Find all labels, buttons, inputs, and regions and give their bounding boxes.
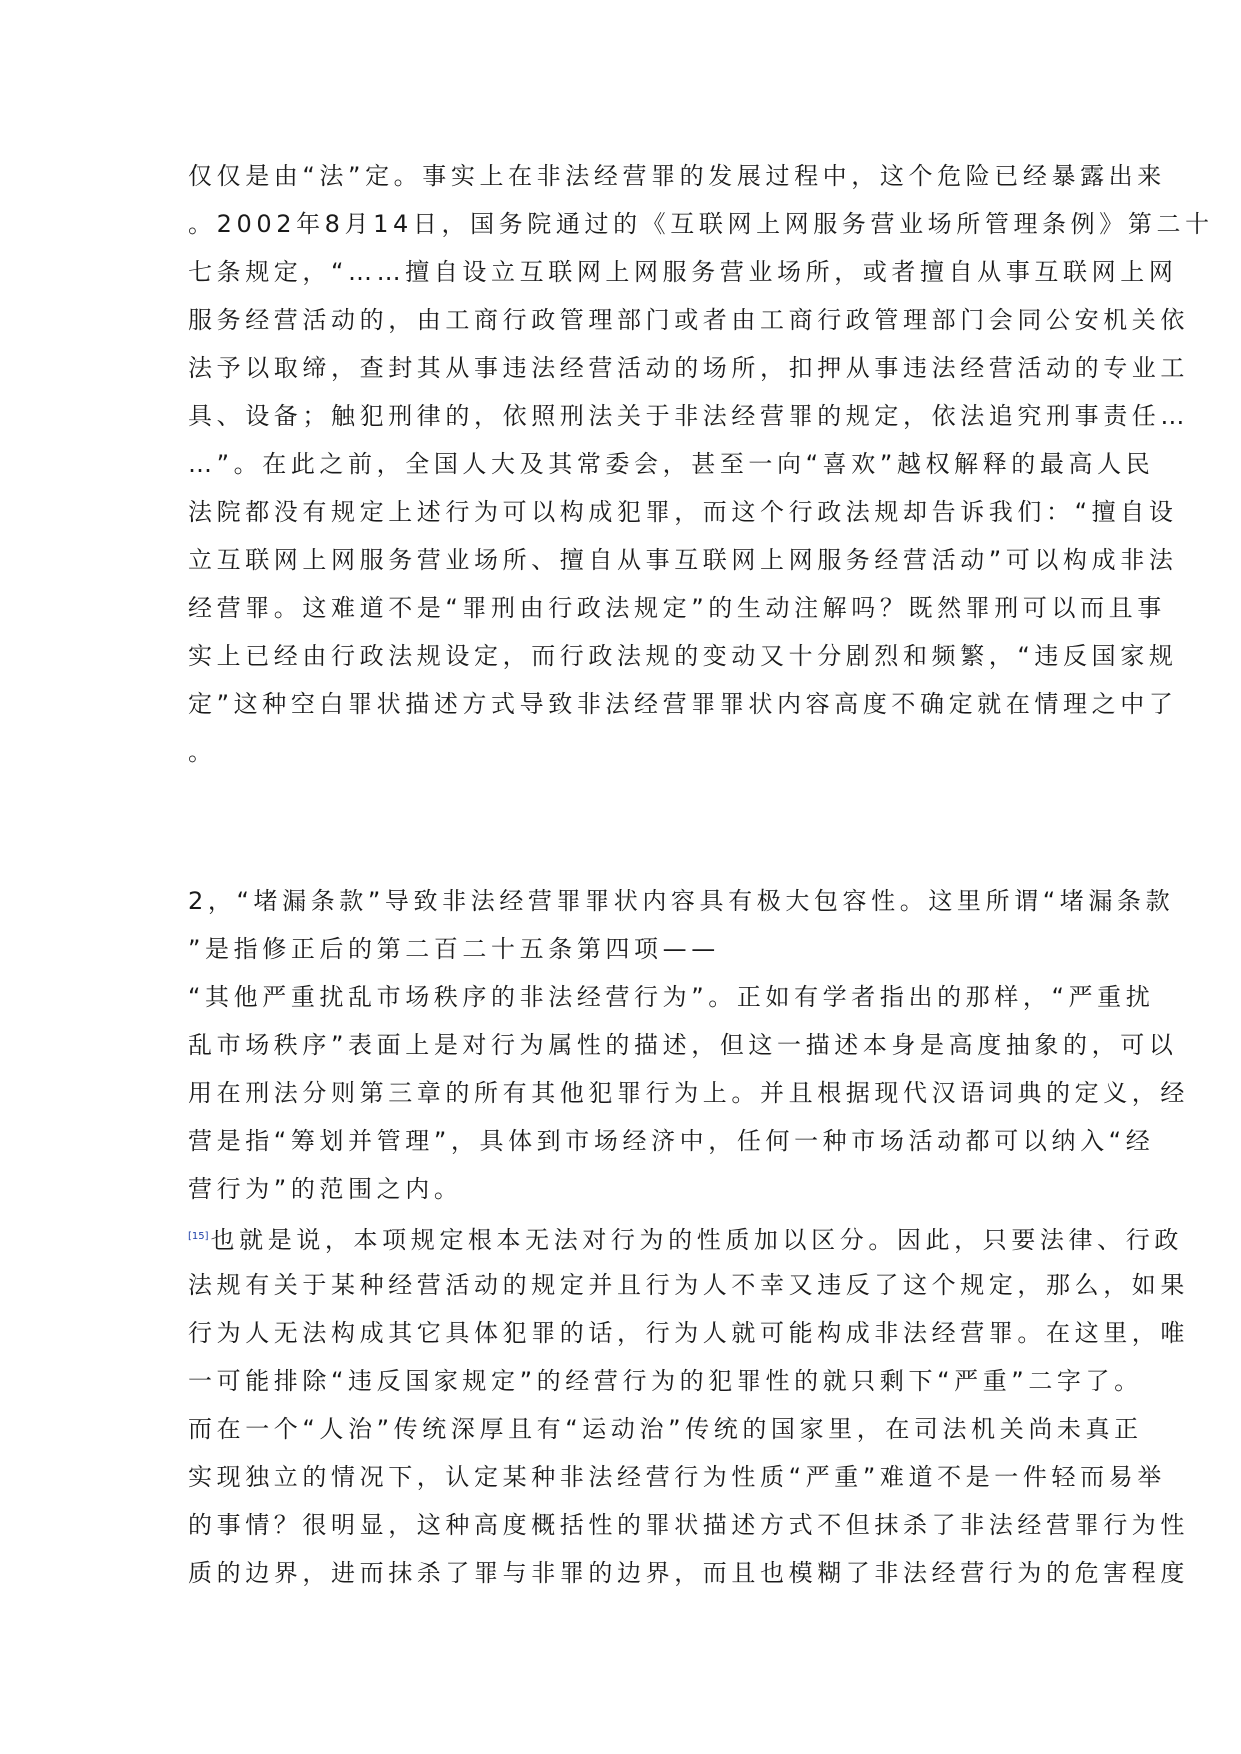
text-line: 立互联网上网服务营业场所、擅自从事互联网上网服务经营活动”可以构成非法 bbox=[188, 546, 1178, 574]
text-line: 实现独立的情况下，认定某种非法经营行为性质“严重”难道不是一件轻而易举 bbox=[188, 1463, 1166, 1491]
text-line: 法规有关于某种经营活动的规定并且行为人不幸又违反了这个规定，那么，如果 bbox=[188, 1271, 1189, 1299]
text-line: 仅仅是由“法”定。事实上在非法经营罪的发展过程中，这个危险已经暴露出来 bbox=[188, 162, 1166, 190]
text-line: 乱市场秩序”表面上是对行为属性的描述，但这一描述本身是高度抽象的，可以 bbox=[188, 1031, 1178, 1059]
text-line: 营行为”的范围之内。 bbox=[188, 1175, 463, 1203]
text-line: 的事情？很明显，这种高度概括性的罪状描述方式不但抹杀了非法经营罪行为性 bbox=[188, 1511, 1189, 1539]
footnote-line bbox=[188, 1213, 1183, 1261]
text-line: 法予以取缔，查封其从事违法经营活动的场所，扣押从事违法经营活动的专业工 bbox=[188, 354, 1189, 382]
text-line: …”。在此之前，全国人大及其常委会，甚至一向“喜欢”越权解释的最高人民 bbox=[188, 450, 1155, 478]
text-line: 行为人无法构成其它具体犯罪的话，行为人就可能构成非法经营罪。在这里，唯 bbox=[188, 1319, 1189, 1347]
text-line: 。2002年8月14日，国务院通过的《互联网上网服务营业场所管理条例》第二十 bbox=[188, 210, 1214, 238]
text-line: 服务经营活动的，由工商行政管理部门或者由工商行政管理部门会同公安机关依 bbox=[188, 306, 1189, 334]
text-line: 质的边界，进而抹杀了罪与非罪的边界，而且也模糊了非法经营行为的危害程度 bbox=[188, 1559, 1189, 1587]
footnote-reference-link[interactable]: [15] bbox=[188, 1231, 209, 1242]
text-line: 法院都没有规定上述行为可以构成犯罪，而这个行政法规却告诉我们：“擅自设 bbox=[188, 498, 1178, 526]
paragraph-1 bbox=[188, 152, 1214, 776]
footnote-line-text: 也就是说，本项规定根本无法对行为的性质加以区分。因此，只要法律、行政 bbox=[210, 1226, 1183, 1254]
text-line: 。 bbox=[188, 738, 217, 766]
text-line: 定”这种空白罪状描述方式导致非法经营罪罪状内容高度不确定就在情理之中了 bbox=[188, 690, 1178, 718]
text-line: 用在刑法分则第三章的所有其他犯罪行为上。并且根据现代汉语词典的定义，经 bbox=[188, 1079, 1189, 1107]
text-line: ”是指修正后的第二百二十五条第四项—— bbox=[188, 935, 720, 963]
text-line: 2，“堵漏条款”导致非法经营罪罪状内容具有极大包容性。这里所谓“堵漏条款 bbox=[188, 887, 1175, 915]
text-line: 具、设备；触犯刑律的，依照刑法关于非法经营罪的规定，依法追究刑事责任… bbox=[188, 402, 1189, 430]
text-line: 实上已经由行政法规设定，而行政法规的变动又十分剧烈和频繁，“违反国家规 bbox=[188, 642, 1178, 670]
text-line: 而在一个“人治”传统深厚且有“运动治”传统的国家里，在司法机关尚未真正 bbox=[188, 1415, 1143, 1443]
text-line: 一可能排除“违反国家规定”的经营行为的犯罪性的就只剩下“严重”二字了。 bbox=[188, 1367, 1143, 1395]
text-line: “其他严重扰乱市场秩序的非法经营行为”。正如有学者指出的那样，“严重扰 bbox=[188, 983, 1155, 1011]
text-line: 经营罪。这难道不是“罪刑由行政法规定”的生动注解吗？既然罪刑可以而且事 bbox=[188, 594, 1166, 622]
text-line: 营是指“筹划并管理”，具体到市场经济中，任何一种市场活动都可以纳入“经 bbox=[188, 1127, 1155, 1155]
paragraph-2 bbox=[188, 877, 1189, 1597]
text-line: 七条规定，“……擅自设立互联网上网服务营业场所，或者擅自从事互联网上网 bbox=[188, 258, 1178, 286]
